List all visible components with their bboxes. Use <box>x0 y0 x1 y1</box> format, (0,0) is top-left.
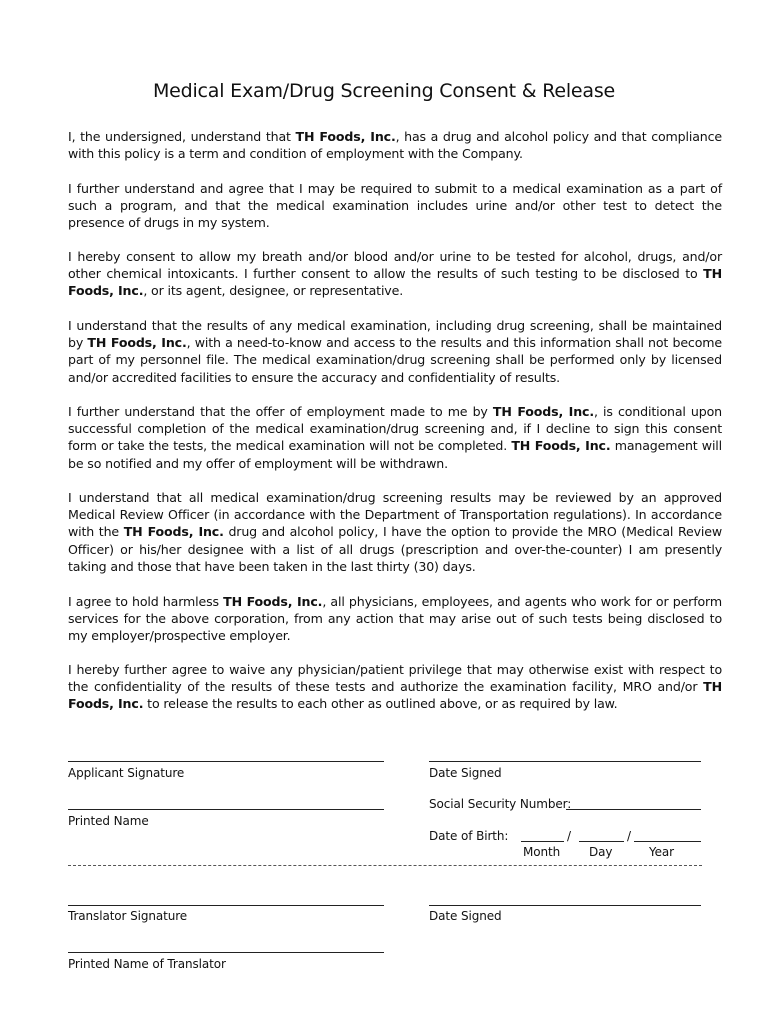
company-name: TH Foods, Inc. <box>123 524 224 540</box>
printed-name-label: Printed Name <box>68 814 149 828</box>
dob-month-line[interactable] <box>521 841 564 842</box>
paragraph-consent-testing: I hereby consent to allow my breath and/or blood and/or urine to be tested for alcohol, drugs, and/or other chemical intoxicants. I further consent to allow the results of such testing to be disclosed to TH Foods, Inc., or its agent, designee, or representative. <box>68 249 722 299</box>
translator-signature-line[interactable] <box>68 905 384 906</box>
translator-date-signed-line[interactable] <box>429 905 701 906</box>
dob-day-label: Day <box>589 845 613 859</box>
applicant-signature-label: Applicant Signature <box>68 766 185 780</box>
date-signed-label: Date Signed <box>429 766 502 780</box>
printed-name-line[interactable] <box>68 809 384 810</box>
translator-signature-label: Translator Signature <box>68 909 188 923</box>
paragraph-mro-review: I understand that all medical examination/drug screening results may be reviewed by an approved Medical Review Officer (in accordance with the Department of Transportation regulations). In accordance with the TH Foods, Inc. drug and alcohol policy, I have the option to provide the MRO (Medical Review Officer) or his/her designee with a list of all drugs (prescription and over-the-counter) I am presently taking and those that have been taken in the last thirty (30) days. <box>68 490 722 574</box>
section-divider <box>68 865 702 866</box>
dob-separator: / <box>627 829 631 843</box>
ssn-label: Social Security Number: <box>429 797 572 811</box>
translator-printed-name-line[interactable] <box>68 952 384 953</box>
company-name: TH Foods, Inc. <box>87 335 187 351</box>
dob-month-label: Month <box>523 845 561 859</box>
translator-printed-name-label: Printed Name of Translator <box>68 957 226 971</box>
ssn-field-line[interactable] <box>566 809 701 810</box>
translator-date-signed-label: Date Signed <box>429 909 502 923</box>
paragraph-results-maintained: I understand that the results of any medical examination, including drug screening, shall be maintained by TH Foods, Inc., with a need-to-know and access to the results and this information shall not become part of my personnel file. The medical examination/drug screening shall be performed only by licensed and/or accredited facilities to ensure the accuracy and confidentiality of results. <box>68 318 722 385</box>
dob-year-line[interactable] <box>634 841 701 842</box>
dob-separator: / <box>567 829 571 843</box>
document-title: Medical Exam/Drug Screening Consent & Release <box>152 80 616 102</box>
dob-year-label: Year <box>649 845 675 859</box>
date-signed-line[interactable] <box>429 761 701 762</box>
paragraph-medical-exam: I further understand and agree that I may be required to submit to a medical examination as a part of such a program, and that the medical examination includes urine and/or other test to detect the presence of drugs in my system. <box>68 181 722 231</box>
company-name: TH Foods, Inc. <box>511 438 611 454</box>
paragraph-policy: I, the undersigned, understand that TH Foods, Inc., has a drug and alcohol policy and that compliance with this policy is a term and condition of employment with the Company. <box>68 129 722 162</box>
company-name: TH Foods, Inc. <box>295 129 396 144</box>
company-name: TH Foods, Inc. <box>68 679 722 712</box>
dob-day-line[interactable] <box>579 841 624 842</box>
company-name: TH Foods, Inc. <box>223 594 323 609</box>
company-name: TH Foods, Inc. <box>492 404 594 419</box>
paragraph-offer-conditional: I further understand that the offer of employment made to me by TH Foods, Inc., is conditional upon successful completion of the medical examination/drug screening and, if I decline to sign this consent form or take the tests, the medical examination will not be completed. TH Foods, Inc. management will be so notified and my offer of employment will be withdrawn. <box>68 404 722 471</box>
paragraph-hold-harmless: I agree to hold harmless TH Foods, Inc., all physicians, employees, and agents who work for or perform services for the above corporation, from any action that may arise out of such tests being disclosed to my employer/prospective employer. <box>68 594 722 644</box>
paragraph-waive-privilege: I hereby further agree to waive any physician/patient privilege that may otherwise exist with respect to the confidentiality of the results of these tests and authorize the examination facility, MRO and/or TH Foods, Inc. to release the results to each other as outlined above, or as required by law. <box>68 662 722 712</box>
dob-label: Date of Birth: <box>429 829 509 843</box>
applicant-signature-line[interactable] <box>68 761 384 762</box>
company-name: TH Foods, Inc. <box>68 266 722 299</box>
